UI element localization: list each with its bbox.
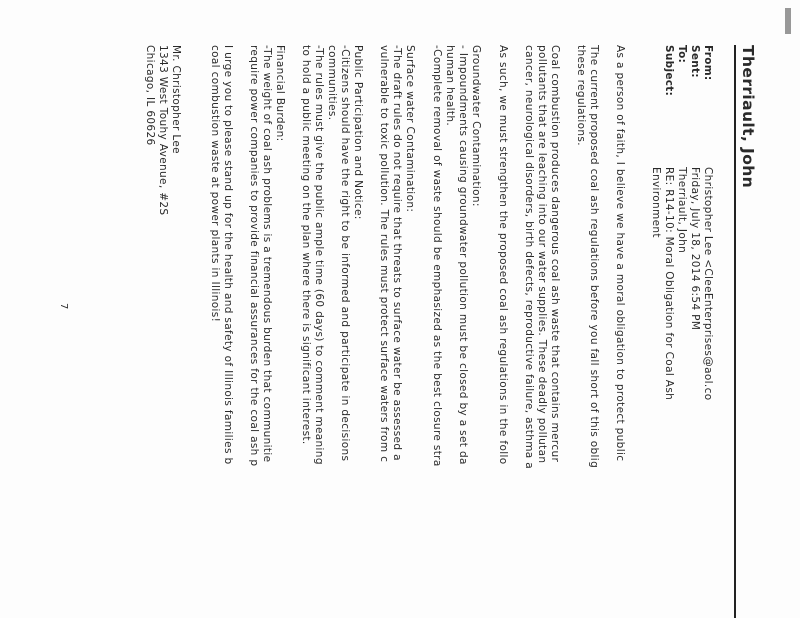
document-title: Therriault, John [739,45,757,189]
groundwater-line-2: human health. [444,45,456,127]
body-paragraph-1: As a person of faith, I believe we have a moral obligation to protect public [614,45,626,462]
sent-label: Sent: [689,45,701,78]
from-label: From: [702,45,714,81]
subject-line-2: Environment [650,167,662,238]
public-participation-line-3: -The rules must give the public ample time (60 days) to comment meaning [313,45,325,465]
to-value: Therriault, John [676,167,688,254]
signature-name: Mr. Christopher Lee [170,45,182,154]
body-paragraph-2-line-1: The current proposed coal ash regulations before you fall short of this oblig [588,45,600,469]
body-paragraph-3-line-3: cancer, neurological disorders, birth defects, reproductive failure, asthma a [523,45,535,470]
subject-label: Subject: [663,45,675,97]
closing-line-1: I urge you to please stand up for the health and safety of Illinois families b [222,45,234,465]
surface-water-heading: Surface water Contamination: [404,45,416,213]
body-paragraph-4: As such, we must strengthen the proposed coal ash regulations in the follo [497,45,509,465]
public-participation-line-4: to hold a public meeting on the plan where there is significant interest. [300,45,312,445]
surface-water-line-2: vulnerable to toxic pollution. The rules must protect surface waters from c [378,45,390,463]
surface-water-line-1: -The draft rules do not require that threats to surface water be assessed a [391,45,403,461]
to-label: To: [676,45,688,64]
sent-value: Friday, July 18, 2014 6:54 PM [689,167,701,331]
public-participation-line-1: -Citizens should have the right to be informed and participate in decisions [339,45,351,462]
financial-burden-line-2: require power companies to provide financial assurances for the coal ash p [248,45,260,467]
financial-burden-heading: Financial Burden: [274,45,286,142]
public-participation-line-2: communities. [326,45,338,121]
body-paragraph-3-line-1: Coal combustion produces dangerous coal ash waste that contains mercur [549,45,561,463]
groundwater-line-3: -Complete removal of waste should be emphasized as the best closure stra [431,45,443,467]
body-paragraph-3-line-2: pollutants that are leaching into our water supplies. These deadly pollutan [536,45,548,464]
closing-line-2: coal combustion waste at power plants in Illinois! [209,45,221,323]
groundwater-heading: Groundwater Contamination: [470,45,482,207]
subject-line-1: RE: R14-10: Moral Obligation for Coal Ash [663,167,675,401]
financial-burden-line-1: -The weight of coal ash problems is a tremendous burden that communitie [261,45,273,463]
page-number: 7 [58,303,69,310]
title-divider [734,45,736,618]
body-paragraph-2-line-2: these regulations. [575,45,587,146]
public-participation-heading: Public Participation and Notice: [352,45,364,220]
signature-street: 1343 West Touhy Avenue, #2S [157,45,169,216]
from-value: Christopher Lee <CleeEnterprises@aol.co [702,167,714,401]
signature-city: Chicago, IL 60626 [144,45,156,146]
groundwater-line-1: - Impoundments causing groundwater pollution must be closed by a set da [457,45,469,465]
